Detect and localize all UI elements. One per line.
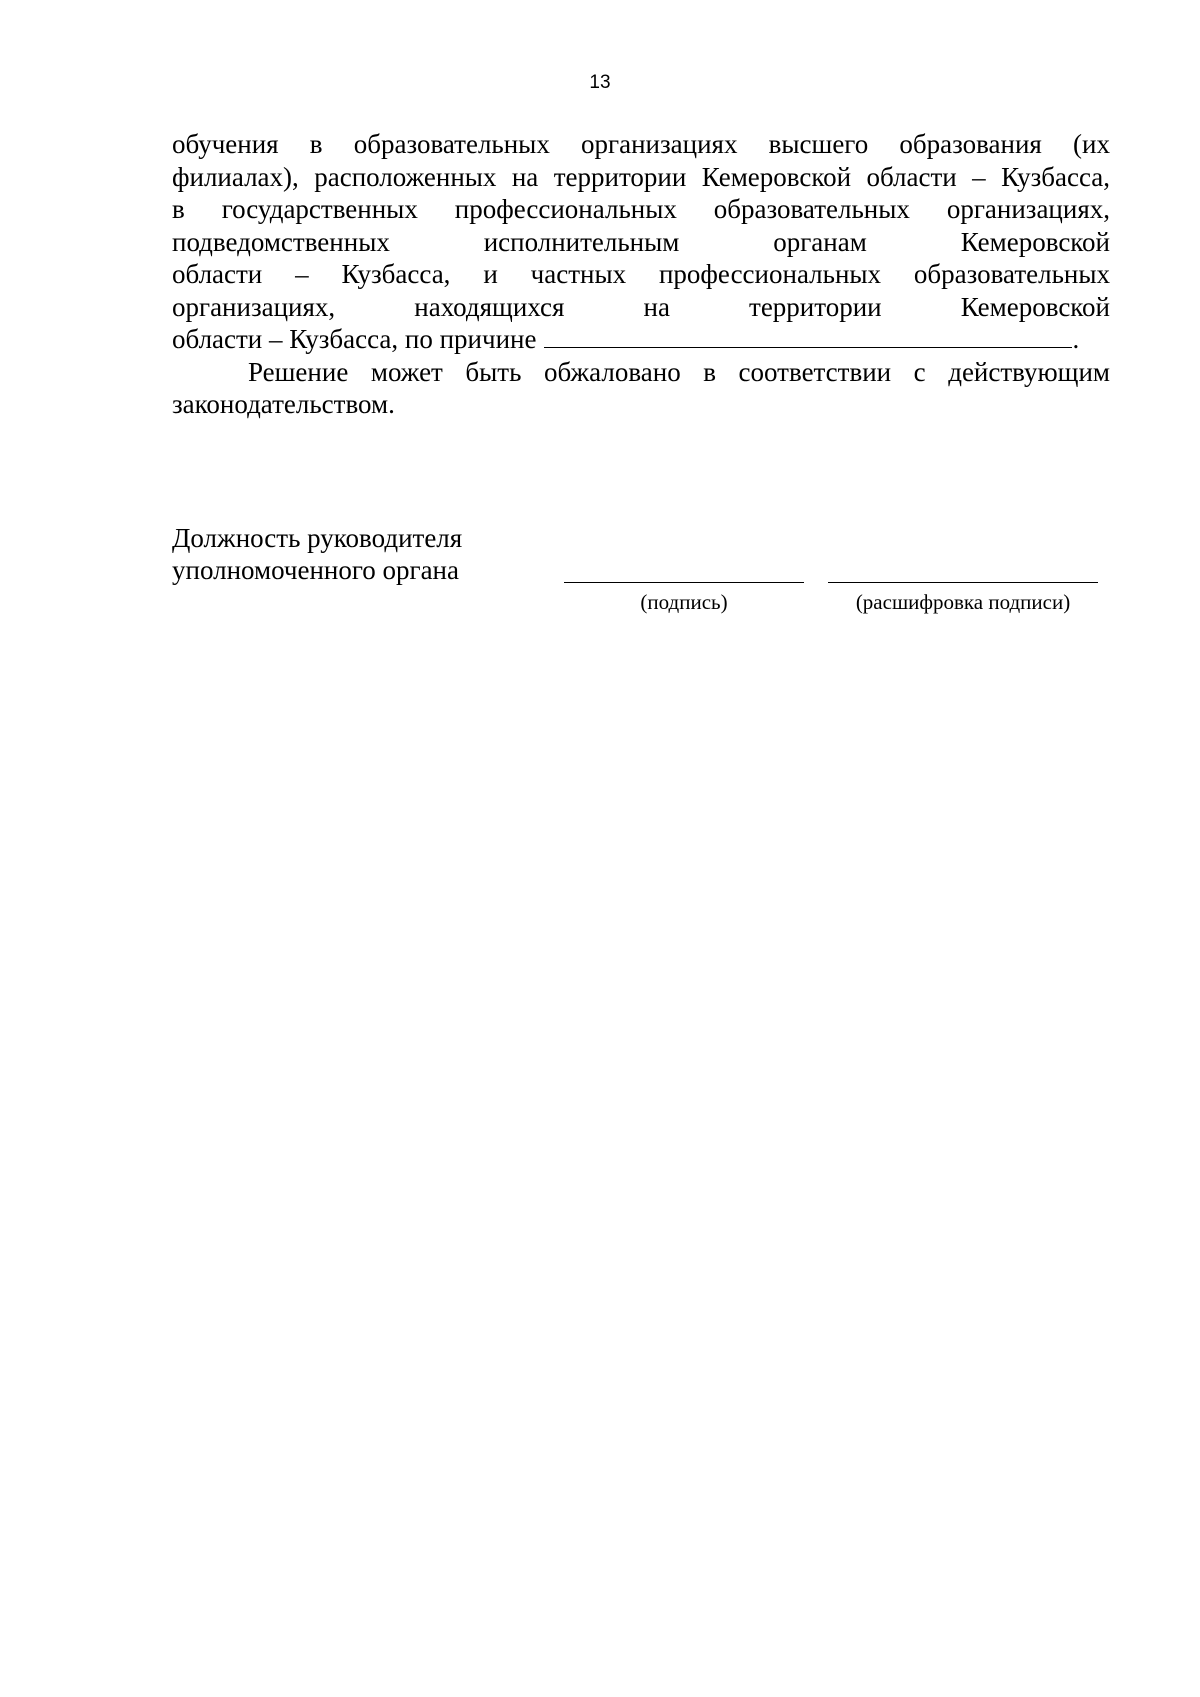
reason-period: .	[1072, 324, 1080, 354]
signature-caption: (подпись)	[640, 590, 728, 614]
signature-line[interactable]	[564, 582, 804, 583]
signature-decoding-line[interactable]	[828, 582, 1098, 583]
signatory-title	[172, 522, 462, 586]
signatory-title-line: уполномоченного органа	[172, 555, 459, 585]
reason-blank-field[interactable]	[544, 323, 1072, 348]
document-body	[172, 128, 1110, 421]
page-number: 13	[589, 72, 611, 93]
signatory-title-line: Должность руководителя	[172, 523, 463, 553]
reason-line	[172, 323, 1110, 356]
paragraph-line: области – Кузбасса, и частных профессиональных образовательных	[172, 259, 1110, 289]
signature-decoding-caption: (расшифровка подписи)	[855, 590, 1071, 614]
paragraph-line: организациях, находящихся на территории Кемеровской	[172, 291, 1110, 322]
paragraph-line: филиалах), расположенных на территории Кемеровской области – Кузбасса,	[172, 161, 1110, 192]
paragraph-line: в государственных профессиональных образовательных организациях,	[172, 194, 1110, 224]
appeal-line-end: законодательством.	[172, 389, 395, 419]
paragraph-line: подведомственных исполнительным органам Кемеровской	[172, 226, 1110, 257]
appeal-line: Решение может быть обжаловано в соответствии с действующим	[248, 356, 1110, 387]
paragraph-line: обучения в образовательных организациях высшего образования (их	[172, 129, 1110, 159]
reason-label: области – Кузбасса, по причине	[172, 324, 537, 354]
